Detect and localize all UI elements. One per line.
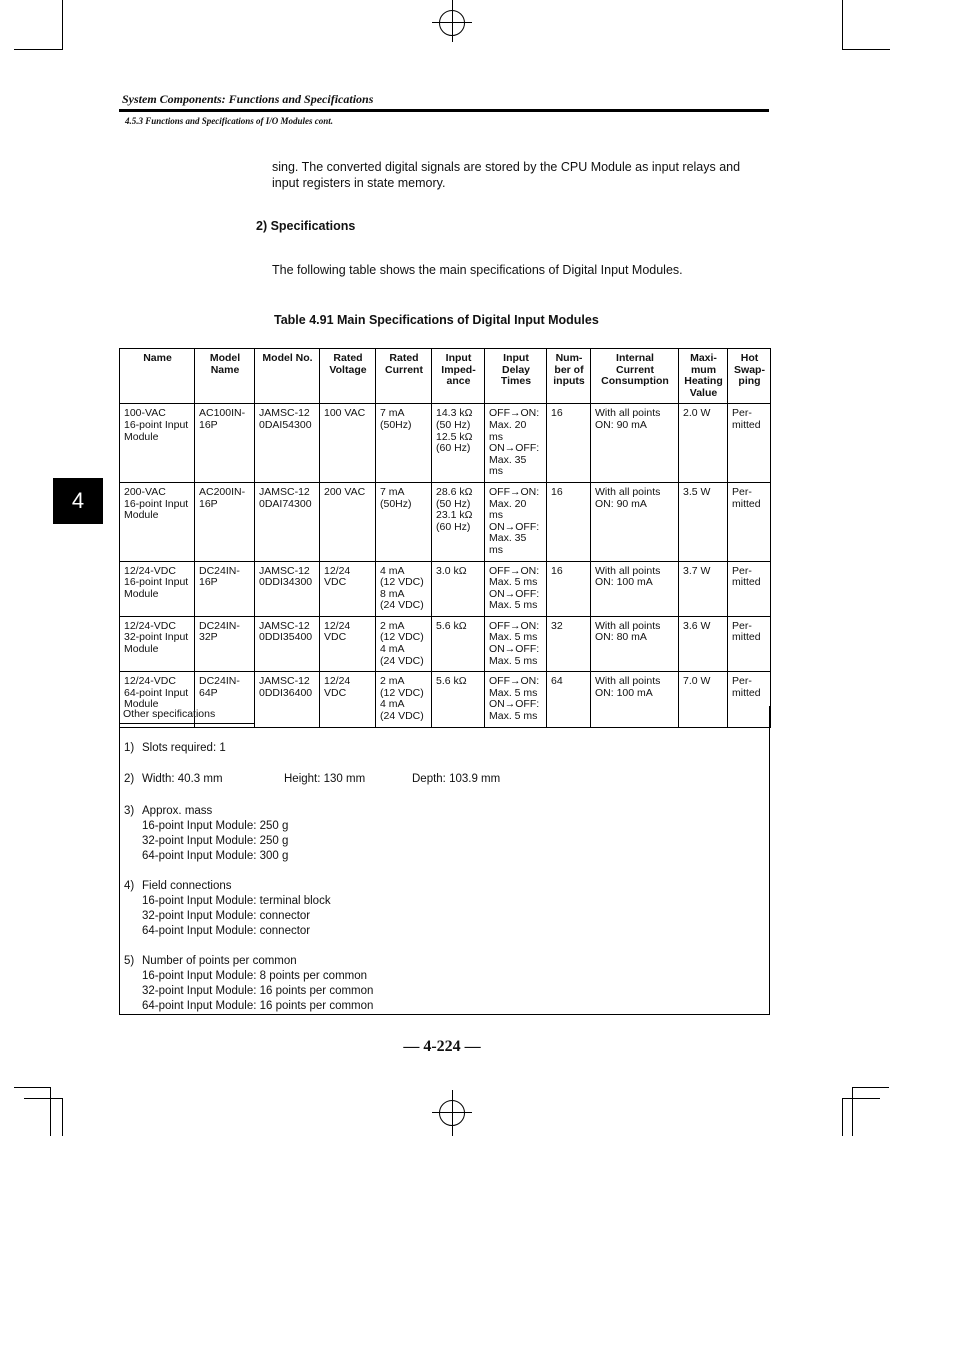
header-rule xyxy=(119,109,769,112)
list-line: 16-point Input Module: 8 points per common xyxy=(142,970,368,982)
table-cell: 2 mA (12 VDC) 4 mA (24 VDC) xyxy=(376,672,432,727)
spec-points-per-common xyxy=(124,954,373,1014)
list-line: 16-point Input Module: 250 g xyxy=(142,820,289,832)
list-title: Field connections xyxy=(142,880,232,892)
list-line: 64-point Input Module: 300 g xyxy=(142,850,289,862)
column-header: Rated Voltage xyxy=(320,349,376,404)
section-paragraph: The following table shows the main specifications of Digital Input Modules. xyxy=(272,263,683,277)
column-header: Num- ber of inputs xyxy=(547,349,591,404)
table-cell: 12/24 VDC xyxy=(320,616,376,671)
table-cell: 14.3 kΩ (50 Hz) 12.5 kΩ (60 Hz) xyxy=(432,404,485,483)
list-title: Number of points per common xyxy=(142,955,297,967)
spec-dimensions xyxy=(124,772,764,787)
table-cell: OFF→ON: Max. 20 ms ON→OFF: Max. 35 ms xyxy=(485,404,547,483)
table-cell: 12/24 VDC xyxy=(320,672,376,727)
table-cell: 5.6 kΩ xyxy=(432,616,485,671)
height-value: Height: 130 mm xyxy=(284,773,366,785)
table-cell: With all points ON: 90 mA xyxy=(591,482,679,561)
table-cell: JAMSC-12 0DAI54300 xyxy=(255,404,320,483)
chapter-tab: 4 xyxy=(53,478,103,524)
column-header: Rated Current xyxy=(376,349,432,404)
table-cell: 7.0 W xyxy=(679,672,728,727)
section-heading: 2) Specifications xyxy=(256,219,356,233)
table-cell: JAMSC-12 0DDI35400 xyxy=(255,616,320,671)
table-cell: 28.6 kΩ (50 Hz) 23.1 kΩ (60 Hz) xyxy=(432,482,485,561)
list-line: 64-point Input Module: connector xyxy=(142,925,311,937)
table-cell: 4 mA (12 VDC) 8 mA (24 VDC) xyxy=(376,561,432,616)
table-cell: DC24IN- 16P xyxy=(195,561,255,616)
table-row xyxy=(120,616,771,671)
list-line: 32-point Input Module: 250 g xyxy=(142,835,289,847)
page-number: — 4-224 — xyxy=(403,1038,481,1055)
table-cell: OFF→ON: Max. 20 ms ON→OFF: Max. 35 ms xyxy=(485,482,547,561)
column-header: Name xyxy=(120,349,195,404)
table-cell: 16 xyxy=(547,404,591,483)
table-cell: JAMSC-12 0DDI34300 xyxy=(255,561,320,616)
column-header: Hot Swap- ping xyxy=(728,349,771,404)
table-cell: 16 xyxy=(547,561,591,616)
list-number: 1) xyxy=(124,742,135,754)
column-header: Input Delay Times xyxy=(485,349,547,404)
table-cell: AC100IN- 16P xyxy=(195,404,255,483)
spec-mass xyxy=(124,804,288,864)
table-cell: 7 mA (50Hz) xyxy=(376,404,432,483)
table-cell: 200-VAC 16-point Input Module xyxy=(120,482,195,561)
width-value: Width: 40.3 mm xyxy=(142,773,223,785)
list-line: 32-point Input Module: 16 points per common xyxy=(142,985,374,997)
table-cell: JAMSC-12 0DAI74300 xyxy=(255,482,320,561)
table-cell: Per- mitted xyxy=(728,672,771,727)
column-header: Maxi- mum Heating Value xyxy=(679,349,728,404)
table-cell: DC24IN- 32P xyxy=(195,616,255,671)
table-header-row xyxy=(120,349,771,404)
table-cell: OFF→ON: Max. 5 ms ON→OFF: Max. 5 ms xyxy=(485,616,547,671)
running-header-title: System Components: Functions and Specifications xyxy=(122,92,374,106)
table-cell: AC200IN- 16P xyxy=(195,482,255,561)
list-number: 2) xyxy=(124,773,135,785)
depth-value: Depth: 103.9 mm xyxy=(412,773,501,785)
list-line: 64-point Input Module: 16 points per common xyxy=(142,1000,374,1012)
table-cell: JAMSC-12 0DDI36400 xyxy=(255,672,320,727)
table-cell: 100 VAC xyxy=(320,404,376,483)
table-cell: 12/24 VDC xyxy=(320,561,376,616)
column-header: Input Imped- ance xyxy=(432,349,485,404)
intro-paragraph: sing. The converted digital signals are stored by the CPU Module as input relays and input registers in state memory. xyxy=(272,160,741,190)
table-cell: 64 xyxy=(547,672,591,727)
table-cell: 32 xyxy=(547,616,591,671)
list-title: Approx. mass xyxy=(142,805,213,817)
column-header: Internal Current Consumption xyxy=(591,349,679,404)
table-cell: Per- mitted xyxy=(728,404,771,483)
list-number: 3) xyxy=(124,805,135,817)
table-row xyxy=(120,482,771,561)
table-cell: With all points ON: 100 mA xyxy=(591,561,679,616)
table-cell: With all points ON: 90 mA xyxy=(591,404,679,483)
table-cell: OFF→ON: Max. 5 ms ON→OFF: Max. 5 ms xyxy=(485,672,547,727)
table-cell: Per- mitted xyxy=(728,616,771,671)
list-line: 32-point Input Module: connector xyxy=(142,910,311,922)
table-cell: 200 VAC xyxy=(320,482,376,561)
running-header-subtitle: 4.5.3 Functions and Specifications of I/O Modules cont. xyxy=(125,116,334,126)
table-row xyxy=(120,404,771,483)
list-number: 4) xyxy=(124,880,135,892)
table-cell: 3.6 W xyxy=(679,616,728,671)
table-caption: Table 4.91 Main Specifications of Digital Input Modules xyxy=(274,313,599,327)
table-cell: 100-VAC 16-point Input Module xyxy=(120,404,195,483)
table-row xyxy=(120,561,771,616)
table-cell: 3.0 kΩ xyxy=(432,561,485,616)
column-header: Model No. xyxy=(255,349,320,404)
table-cell: 2 mA (12 VDC) 4 mA (24 VDC) xyxy=(376,616,432,671)
table-cell: 3.7 W xyxy=(679,561,728,616)
list-text: Slots required: 1 xyxy=(142,742,226,754)
list-line: 16-point Input Module: terminal block xyxy=(142,895,331,907)
column-header: Model Name xyxy=(195,349,255,404)
table-cell: 16 xyxy=(547,482,591,561)
spec-table xyxy=(119,348,771,728)
table-cell: 3.5 W xyxy=(679,482,728,561)
table-cell: 2.0 W xyxy=(679,404,728,483)
table-cell: With all points ON: 80 mA xyxy=(591,616,679,671)
table-cell: 5.6 kΩ xyxy=(432,672,485,727)
table-cell: DC24IN- 64P xyxy=(195,672,255,727)
spec-slots xyxy=(124,741,226,756)
table-cell: 12/24-VDC 16-point Input Module xyxy=(120,561,195,616)
table-cell: Per- mitted xyxy=(728,561,771,616)
table-cell: 12/24-VDC 32-point Input Module xyxy=(120,616,195,671)
table-cell: 12/24-VDC 64-point Input Module xyxy=(120,672,195,727)
table-cell: With all points ON: 100 mA xyxy=(591,672,679,727)
list-number: 5) xyxy=(124,955,135,967)
table-cell: OFF→ON: Max. 5 ms ON→OFF: Max. 5 ms xyxy=(485,561,547,616)
table-cell: Per- mitted xyxy=(728,482,771,561)
table-cell: 7 mA (50Hz) xyxy=(376,482,432,561)
spec-field-connections xyxy=(124,879,331,939)
other-specifications-label: Other specifications xyxy=(119,706,255,724)
